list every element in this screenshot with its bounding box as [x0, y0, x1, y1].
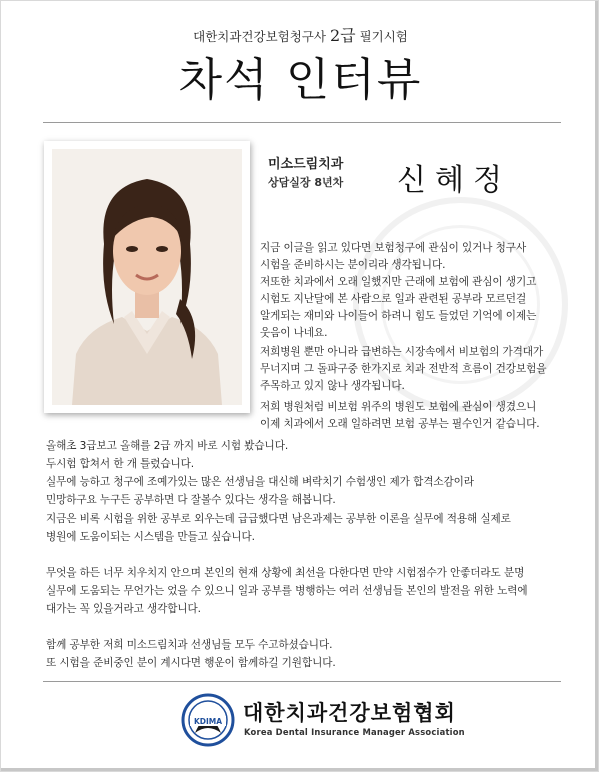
- body-line: 두시험 합쳐서 한 개 틀렸습니다.: [46, 458, 195, 470]
- body-line: 함께 공부한 저희 미소드림치과 선생님들 모두 수고하셨습니다.: [46, 639, 333, 651]
- page-title: 차석 인터뷰: [178, 53, 423, 106]
- body-line: 웃음이 나네요.: [260, 327, 328, 339]
- body-line: 저희 병원처럼 비보험 위주의 병원도 보험에 관심이 생겼으니: [260, 401, 537, 413]
- kdima-logo-icon: [181, 693, 235, 747]
- association-name: 대한치과건강보험협회: [243, 701, 456, 725]
- title-divider: [43, 122, 561, 123]
- body-line: 시험을 준비하시는 분이리라 생각됩니다.: [260, 259, 446, 271]
- job-role: 상담실장 8년차: [268, 176, 344, 189]
- logo-text: KDIMA: [193, 717, 223, 726]
- body-line: 이제 치과에서 오래 일하려면 보험 공부는 필수인거 같습니다.: [260, 418, 540, 430]
- body-line: 지금 이글을 읽고 있다면 보험청구에 관심이 있거나 청구사: [260, 242, 527, 254]
- body-line: 무엇을 하든 너무 치우치지 안으며 본인의 현재 상황에 최선을 다한다면 만약 시험점수가 안좋더라도 분명: [46, 567, 525, 579]
- body-line: 저희병원 뿐만 아니라 급변하는 시장속에서 비보험의 가격대가: [260, 346, 544, 358]
- body-line: 실무에 능하고 청구에 조예가있는 많은 선생님을 대신해 벼락치기 수험생인 제가 합격소감이라: [46, 476, 474, 488]
- body-line: 또 시험을 준비중인 분이 계시다면 행운이 함께하길 기원합니다.: [46, 657, 336, 669]
- interviewee-name: 신혜정: [397, 163, 511, 198]
- body-line: 올해초 3급보고 올해를 2급 까지 바로 시험 봤습니다.: [46, 440, 289, 452]
- body-line: 알게되는 재미와 나이들어 하려니 힘도 들었던 기억에 이제는: [260, 310, 537, 322]
- body-line: 병원에 도움이되는 시스템을 만들고 싶습니다.: [46, 531, 255, 543]
- body-line: 무너지며 그 돌파구중 한가지로 치과 전반적 흐름이 건강보험을: [260, 363, 547, 375]
- body-line: 지금은 비록 시험을 위한 공부로 외우는데 급급했다면 남은과제는 공부한 이론을 실무에 적용해 실제로: [46, 513, 511, 525]
- clinic-name: 미소드림치과: [268, 157, 344, 172]
- portrait-image: [52, 149, 242, 405]
- body-line: 주목하고 있지 않나 생각됩니다.: [260, 380, 405, 392]
- exam-suffix: 필기시험: [359, 29, 408, 44]
- body-line: 저또한 치과에서 오래 일했지만 근래에 보험에 관심이 생기고: [260, 276, 537, 288]
- exam-grade: 2급: [329, 26, 356, 45]
- exam-prefix: 대한치과건강보험청구사: [193, 29, 326, 44]
- body-line: 대가는 꼭 있을거라고 생각합니다.: [46, 603, 201, 615]
- association-name-english: Korea Dental Insurance Manager Association: [244, 727, 465, 737]
- body-line: 민망하구요 누구든 공부하면 다 잘볼수 있다는 생각을 해봅니다.: [46, 494, 336, 506]
- portrait-photo: [44, 141, 250, 413]
- body-line: 시험도 지난달에 본 사람으로 일과 관련된 공부라 모르던걸: [260, 293, 527, 305]
- footer-divider: [43, 681, 561, 682]
- body-line: 실무에 도움되는 무언가는 었을 수 있으니 일과 공부를 병행하는 여러 선생님들 본인의 발전을 위한 노력에: [46, 585, 528, 597]
